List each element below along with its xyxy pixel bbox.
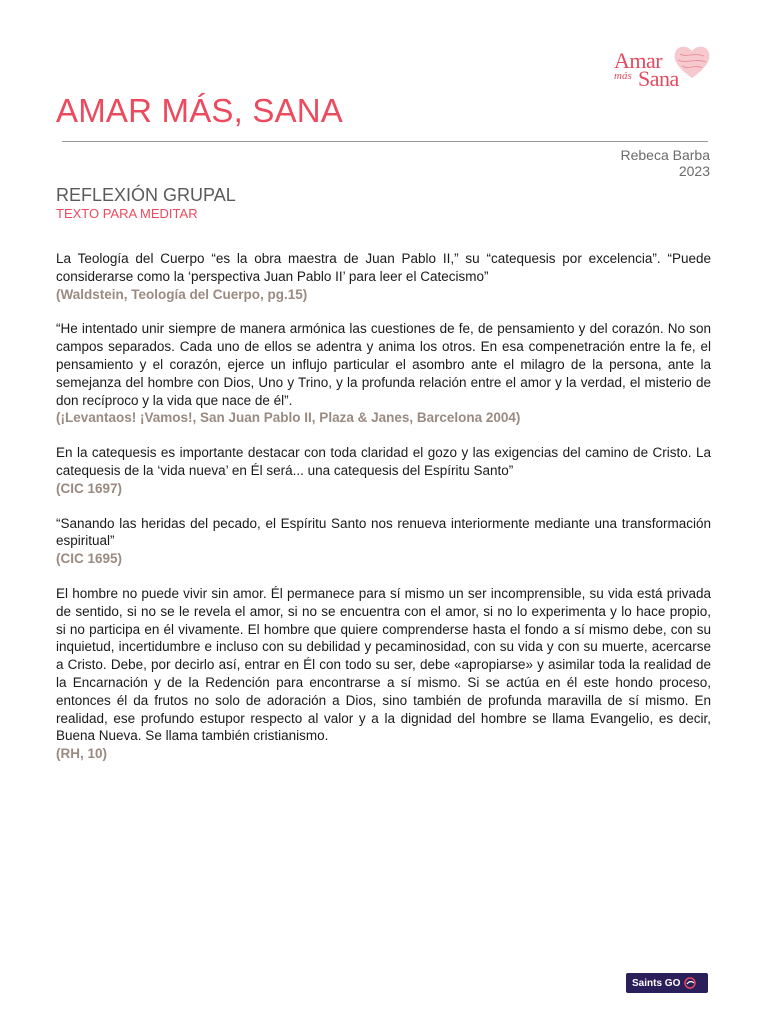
reflection-content — [56, 250, 711, 780]
quote-citation: (CIC 1697) — [56, 480, 123, 496]
quote-text: En la catequesis es importante destacar con toda claridad el gozo y las exigencias del camino de Cristo. La catequesis de la ‘vida nueva’ en Él será... una catequesis del Espíritu Santo” — [56, 445, 711, 478]
quote-paragraph — [56, 585, 711, 763]
quote-citation: (CIC 1695) — [56, 551, 123, 567]
logo-word-amar: Amar — [614, 48, 663, 73]
quote-paragraph — [56, 250, 711, 303]
quote-citation: (¡Levantaos! ¡Vamos!, San Juan Pablo II, Plaza & Janes, Barcelona 2004) — [56, 410, 521, 426]
quote-citation: (Waldstein, Teología del Cuerpo, pg.15) — [56, 286, 308, 302]
header-divider — [62, 141, 708, 142]
saints-go-logo-icon — [684, 977, 696, 989]
quote-text: El hombre no puede vivir sin amor. Él permanece para sí mismo un ser incomprensible, su vida está privada de sentido, si no se le revela el amor, si no se encuentra con el amor, si no lo experimenta y lo hace propio, si no participa en él vivamente. El hombre que quiere comprenderse hasta el fondo a sí mismo debe, con su inquietud, incertidumbre e incluso con su debilidad y pecaminosidad, con su vida y con su muerte, acercarse a Cristo. Debe, por decirlo así, entrar en Él con todo su ser, debe «apropiarse» y asimilar toda la realidad de la Encarnación y de la Redención para encontrarse a sí mismo. Si se actúa en él este hondo proceso, entonces él da frutos no solo de adoración a Dios, sino también de profunda maravilla de sí mismo. En realidad, ese profundo estupor respecto al valor y a la dignidad del hombre se llama Evangelio, es decir, Buena Nueva. Se llama también cristianismo. — [56, 585, 711, 744]
author-block — [620, 147, 710, 179]
quote-text: La Teología del Cuerpo “es la obra maestra de Juan Pablo II,” su “catequesis por excelencia”. “Puede considerarse como la ‘perspectiva Juan Pablo II’ para leer el Catecismo” — [56, 251, 711, 284]
quote-text: “Sanando las heridas del pecado, el Espíritu Santo nos renueva interiormente mediante una transformación espiritual” — [56, 515, 711, 549]
saints-go-badge[interactable] — [626, 973, 708, 993]
heart-icon — [672, 44, 712, 80]
badge-label: Saints GO — [632, 977, 681, 989]
section-title: REFLEXIÓN GRUPAL — [56, 185, 236, 205]
section-subtitle: TEXTO PARA MEDITAR — [56, 206, 198, 221]
quote-paragraph — [56, 444, 711, 497]
author-year: 2023 — [678, 163, 710, 179]
quote-paragraph — [56, 515, 711, 568]
quote-paragraph — [56, 320, 711, 427]
page-title: AMAR MÁS, SANA — [56, 92, 344, 129]
quote-text: “He intentado unir siempre de manera armónica las cuestiones de fe, de pensamiento y del corazón. No son campos separados. Cada uno de ellos se adentra y anima los otros. En esa compenetración entre la fe, el pensamiento y el corazón, ejerce un influjo particular el asombro ante el milagro de la persona, ante la semejanza del hombre con Dios, Uno y Trino, y la profunda relación entre el amor y la verdad, el misterio de don recíproco y la vida que nace de él”. — [56, 321, 711, 408]
logo-word-mas: más — [614, 70, 632, 82]
brand-logo — [612, 44, 712, 92]
quote-citation: (RH, 10) — [56, 746, 108, 762]
author-name: Rebeca Barba — [620, 147, 710, 163]
logo-word-sana: Sana — [638, 66, 679, 91]
